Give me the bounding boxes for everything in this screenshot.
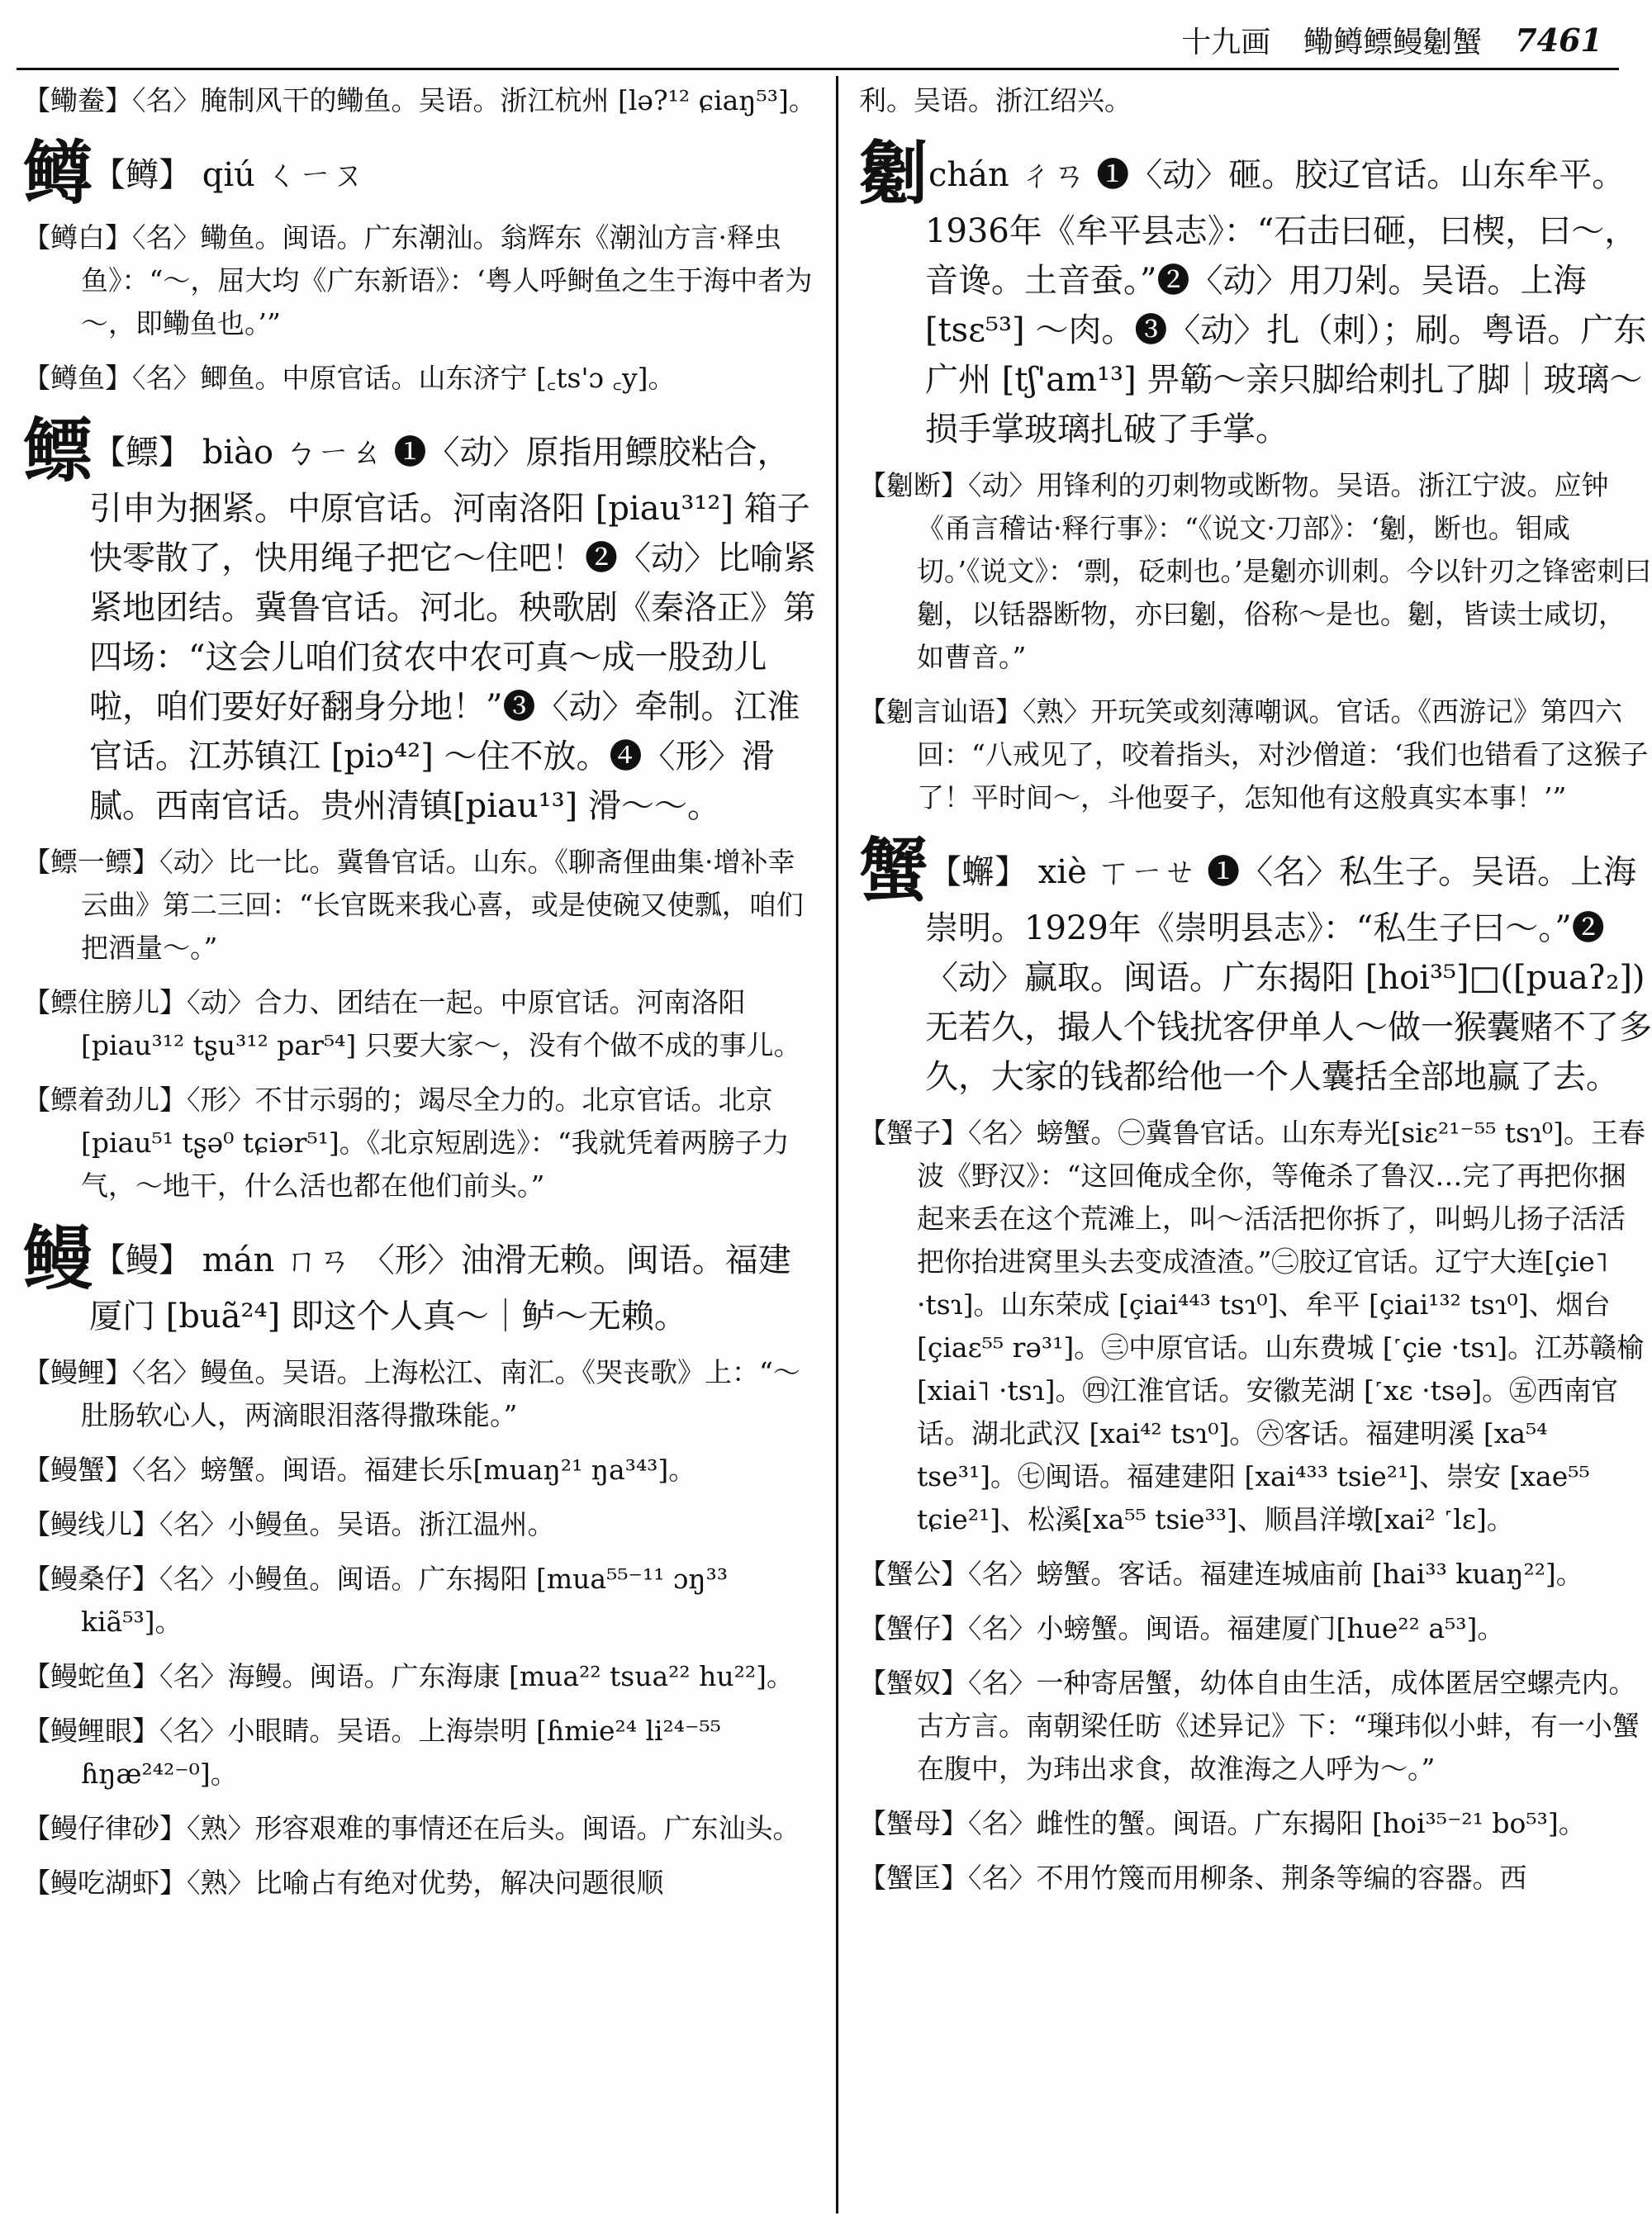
dictionary-entry: 【蟹奴】〈名〉一种寄居蟹，幼体自由生活，成体匿居空螺壳内。古方言。南朝梁任昉《述异记》下：“璅玮似小蚌，有一小蟹在腹中，为玮出求食，故淮海之人呼为～。” [859,1667,1640,1785]
dictionary-entry: 【蟹仔】〈名〉小螃蟹。闽语。福建厦门[hue²² a⁵³]。 [859,1612,1505,1644]
dictionary-entry: 【鳗蛇鱼】〈名〉海鳗。闽语。广东海康 [mua²² tsua²² hu²²]。 [23,1660,794,1692]
dictionary-entry: 【鳔着劲儿】〈形〉不甘示弱的；竭尽全力的。北京官话。北京 [piau⁵¹ tʂə⁰ tɕiər⁵¹]。《北京短剧选》：“我就凭着两膀子力气，～地干，什么活也都在他们前头。” [23,1084,790,1202]
header-chars: 鳓鳟鳔鳗劖蟹 [1303,25,1483,59]
dictionary-entry: 【鳟白】〈名〉鳓鱼。闽语。广东潮汕。翁辉东《潮汕方言·释虫鱼》：“～，屈大均《广东新语》：‘粤人呼鲥鱼之生于海中者为～，即鳓鱼也。’” [23,221,813,339]
dictionary-entry: 【蟹母】〈名〉雌性的蟹。闽语。广东揭阳 [hoi³⁵⁻²¹ bo⁵³]。 [859,1807,1586,1839]
dictionary-entry: 【鳗鲤眼】〈名〉小眼睛。吴语。上海崇明 [ɦmie²⁴ li²⁴⁻⁵⁵ ɦŋæ²⁴²⁻⁰]。 [23,1715,721,1790]
dictionary-entry: 【蟹子】〈名〉螃蟹。㊀冀鲁官话。山东寿光[siɛ²¹⁻⁵⁵ tsɿ⁰]。王春波《野汉》：“这回俺成全你，等俺杀了鲁汉…完了再把你捆起来丢在这个荒滩上，叫～活活把你拆了，叫蚂儿扬子活活把你抬进窝里头去变成渣渣。”㊁胶辽官话。辽宁大连[çie˥ ·tsɿ]。山东荣成 [çiai⁴⁴³ tsɿ⁰]、牟平 [çiai¹³² tsɿ⁰]、烟台 [çiaɛ⁵⁵ rə³¹]。㊂中原官话。山东费城 [˹çie ·tsɿ]。江苏赣榆 [xiai˥ ·tsɿ]。㊃江淮官话。安徽芜湖 [˹xɛ ·tsə]。㊄西南官话。湖北武汉 [xai⁴² tsɿ⁰]。㊅客话。福建明溪 [xa⁵⁴ tse³¹]。㊆闽语。福建建阳 [xai⁴³³ tsie²¹]、崇安 [xae⁵⁵ tɕie²¹]、松溪[xa⁵⁵ tsie³³]、顺昌洋墩[xai² ˹lɛ]。 [859,1117,1646,1535]
head-entry [859,829,1652,1102]
header-section: 十九画 [1181,25,1271,59]
head-entry [23,410,816,831]
dictionary-entry: 【鳗桑仔】〈名〉小鳗鱼。闽语。广东揭阳 [mua⁵⁵⁻¹¹ ɔŋ³³ kiã⁵³]。 [23,1563,729,1638]
page-number: 7461 [1515,21,1602,59]
headword-char: 鳗 [23,1217,93,1299]
dictionary-entry: 【鳔住膀儿】〈动〉合力、团结在一起。中原官话。河南洛阳 [piau³¹² tʂu³¹² par⁵⁴] 只要大家～，没有个做不成的事儿。 [23,986,801,1061]
dictionary-entry: 【鳗蟹】〈名〉螃蟹。闽语。福建长乐[muaŋ²¹ ŋa³⁴³]。 [23,1454,696,1486]
dictionary-entry: 【鳓鲞】〈名〉腌制风干的鳓鱼。吴语。浙江杭州 [lə?¹² ɕiaŋ⁵³]。 [23,84,816,116]
dictionary-entry: 【鳔一鳔】〈动〉比一比。冀鲁官话。山东。《聊斋俚曲集·增补幸云曲》第二三回：“长官既来我心喜，或是使碗又使瓢，咱们把酒量～。” [23,846,804,964]
headword-char: 鳟 [23,132,93,214]
header-rule [17,68,1619,70]
head-entry-text: 【蠏】 xiè ㄒㄧㄝ ❶〈名〉私生子。吴语。上海崇明。1929年《崇明县志》：“私生子曰～。”❷〈动〉赢取。闽语。广东揭阳 [hoi³⁵]□([puaʔ₂]) 无若久，撮人个钱扰客伊单人～做一猴囊赌不了多久，大家的钱都给他一个人囊括全部地赢了去。 [925,853,1652,1096]
dictionary-entry: 【鳟鱼】〈名〉鲫鱼。中原官话。山东济宁 [꜀ts'ɔ ꜀y]。 [23,362,676,394]
column-divider [836,76,838,2213]
left-column [23,79,816,1916]
head-entry [23,132,816,214]
right-column [859,79,1652,1911]
head-entry [23,1217,816,1341]
head-entry-text: 【鳟】 qiú ㄑㄧㄡ [93,156,365,194]
dictionary-entry: 【鳗鲤】〈名〉鳗鱼。吴语。上海松江、南汇。《哭丧歌》上：“～肚肠软心人，两滴眼泪落得撒珠能。” [23,1356,800,1431]
head-entry [859,132,1652,454]
dictionary-entry: 【劖断】〈动〉用锋利的刃刺物或断物。吴语。浙江宁波。应钟《甬言稽诂·释行事》：“《说文·刀部》：‘劖，断也。钼咸切。’《说文》：‘剽，砭刺也。’是劖亦训刺。今以针刃之锋密刺曰劖，以铦器断物，亦曰劖，俗称～是也。劖，皆读士咸切，如曹音。” [859,469,1652,673]
running-header [1181,15,1602,64]
head-entry-text: 【鳗】 mán ㄇㄢ 〈形〉油滑无赖。闽语。福建厦门 [buã²⁴] 即这个人真～｜鲈～无赖。 [89,1241,791,1336]
dictionary-entry: 【鳗吃湖虾】〈熟〉比喻占有绝对优势，解决问题很顺 [23,1867,664,1899]
head-entry-text: chán ㄔㄢ ❶〈动〉砸。胶辽官话。山东牟平。1936年《牟平县志》：“石击曰砸，曰楔，曰～，音谗。土音蚕。”❷〈动〉用刀剁。吴语。上海 [tsɛ⁵³] ～肉。❸〈动〉扎（刺）；刷。粤语。广东广州 [tʃ'am¹³] 畀簕～亲只脚给刺扎了脚｜玻璃～损手掌玻璃扎破了手掌。 [925,156,1647,448]
dictionary-entry: 【劖言讪语】〈熟〉开玩笑或刻薄嘲讽。官话。《西游记》第四六回：“八戒见了，咬着指头，对沙僧道：‘我们也错看了这猴子了！平时间～，斗他耍子，怎知他有这般真实本事！’” [859,695,1649,814]
dictionary-entry: 【蟹匡】〈名〉不用竹篾而用柳条、荆条等编的容器。西 [859,1862,1527,1894]
continued-text: 利。吴语。浙江绍兴。 [859,84,1132,116]
headword-char: 蟹 [859,829,929,911]
dictionary-entry: 【鳗线儿】〈名〉小鳗鱼。吴语。浙江温州。 [23,1508,555,1540]
dictionary-entry: 【鳗仔律砂】〈熟〉形容艰难的事情还在后头。闽语。广东汕头。 [23,1812,800,1844]
headword-char: 劖 [859,132,929,214]
headword-char: 鳔 [23,410,93,491]
dictionary-entry: 【蟹公】〈名〉螃蟹。客话。福建连城庙前 [hai³³ kuaŋ²²]。 [859,1558,1583,1590]
head-entry-text: 【鳔】 biào ㄅㄧㄠ ❶〈动〉原指用鳔胶粘合，引申为捆紧。中原官话。河南洛阳 [piau³¹²] 箱子快零散了，快用绳子把它～住吧！❷〈动〉比喻紧紧地团结。冀鲁官话。河北。秧歌剧《秦洛正》第四场：“这会儿咱们贫农中农可真～成一股劲儿啦，咱们要好好翻身分地！”❸〈动〉牵制。江淮官话。江苏镇江 [piɔ⁴²] ～住不放。❹〈形〉滑腻。西南官话。贵州清镇[piau¹³] 滑～～。 [89,434,816,825]
